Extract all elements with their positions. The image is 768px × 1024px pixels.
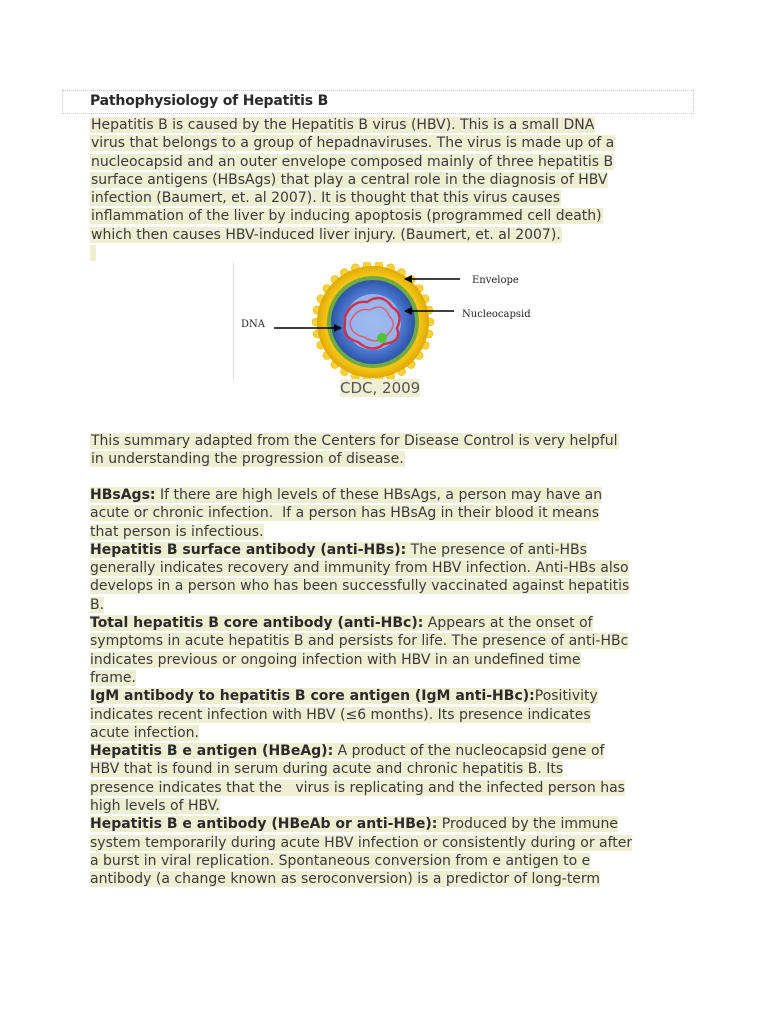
- definition-text: Appears at the onset of: [423, 615, 593, 632]
- definition-term: IgM antibody to hepatitis B core antigen (IgM anti-HBc):: [90, 688, 535, 705]
- definition-highlight: [90, 871, 600, 887]
- summary-line: in understanding the progression of disease.: [91, 451, 404, 468]
- definition-highlight: [90, 597, 104, 613]
- definition-highlight: [90, 816, 618, 832]
- definition-term: HBsAgs:: [90, 487, 156, 503]
- definition-highlight: [90, 505, 599, 521]
- definition-line: [90, 742, 690, 760]
- definition-line: [90, 632, 690, 650]
- definition-line: [90, 523, 690, 541]
- definition-highlight: [90, 487, 602, 503]
- definitions-list: [90, 486, 690, 889]
- definition-line: [90, 559, 690, 577]
- definition-text: Produced by the immune: [437, 816, 618, 833]
- definition-highlight: [90, 853, 590, 869]
- label-dna: DNA: [241, 319, 265, 330]
- definition-line: [90, 852, 690, 870]
- definition-line: [90, 541, 690, 559]
- definition-line: [90, 834, 690, 852]
- intro-paragraph: [90, 116, 690, 244]
- definition-text: presence indicates that the virus is replicating and the infected person has: [90, 779, 625, 796]
- definition-text: that person is infectious.: [90, 523, 264, 540]
- definition-highlight: [90, 688, 598, 704]
- definition-text: indicates previous or ongoing infection with HBV in an undefined time: [90, 651, 581, 668]
- definition-line: [90, 687, 690, 705]
- intro-line: inflammation of the liver by inducing apoptosis (programmed cell death): [91, 208, 602, 225]
- definition-text: develops in a person who has been successfully vaccinated against hepatitis: [90, 578, 630, 595]
- definition-text: A product of the nucleocapsid gene of: [333, 743, 605, 760]
- definition-line: [90, 706, 690, 724]
- definition-line: [90, 760, 690, 778]
- intro-line: which then causes HBV-induced liver injury. (Baumert, et. al 2007).: [91, 226, 561, 243]
- definition-highlight: [90, 560, 629, 576]
- definition-line: [90, 669, 690, 687]
- definition-text: antibody (a change known as seroconversion) is a predictor of long-term: [90, 871, 601, 888]
- definition-text: frame.: [90, 669, 136, 686]
- definition-line: [90, 815, 690, 833]
- figure-caption: CDC, 2009: [340, 379, 421, 397]
- label-nucleocapsid: Nucleocapsid: [462, 309, 531, 320]
- definition-highlight: [90, 633, 628, 649]
- polymerase-dot: [377, 333, 387, 343]
- definition-text: generally indicates recovery and immunity from HBV infection. Anti-HBs also: [90, 560, 629, 577]
- definition-term: Total hepatitis B core antibody (anti-HBc):: [90, 615, 424, 632]
- definition-highlight: [90, 652, 581, 668]
- summary-paragraph: [90, 432, 690, 469]
- definition-term: Hepatitis B surface antibody (anti-HBs):: [90, 541, 407, 558]
- definition-text: acute or chronic infection. If a person has HBsAg in their blood it means: [90, 505, 600, 522]
- definition-line: [90, 596, 690, 614]
- definition-line: [90, 504, 690, 522]
- definition-highlight: [90, 670, 136, 686]
- definition-text: a burst in viral replication. Spontaneous conversion from e antigen to e: [90, 852, 591, 869]
- intro-line: virus that belongs to a group of hepadnaviruses. The virus is made up of a: [91, 135, 615, 152]
- definition-text: B.: [90, 596, 105, 613]
- definition-line: [90, 779, 690, 797]
- definition-line: [90, 870, 690, 888]
- page-title: Pathophysiology of Hepatitis B: [90, 93, 329, 109]
- definition-highlight: [90, 524, 264, 540]
- intro-line: nucleocapsid and an outer envelope composed mainly of three hepatitis B: [91, 153, 614, 170]
- highlight-mark: [90, 245, 96, 261]
- intro-line: Hepatitis B is caused by the Hepatitis B virus (HBV). This is a small DNA: [91, 117, 595, 133]
- intro-line: surface antigens (HBsAgs) that play a central role in the diagnosis of HBV: [91, 171, 608, 188]
- definition-line: [90, 724, 690, 742]
- definition-highlight: [90, 761, 563, 777]
- definition-line: [90, 486, 690, 504]
- definition-highlight: [90, 835, 632, 851]
- definition-highlight: [90, 743, 604, 759]
- definition-line: [90, 614, 690, 632]
- definition-text: indicates recent infection with HBV (≤6 months). Its presence indicates: [90, 706, 591, 723]
- label-envelope: Envelope: [472, 275, 519, 286]
- definition-highlight: [90, 780, 625, 796]
- definition-line: [90, 577, 690, 595]
- definition-term: Hepatitis B e antigen (HBeAg):: [90, 743, 334, 760]
- hbv-virus-diagram: [232, 262, 532, 382]
- definition-highlight: [90, 798, 220, 814]
- definition-text: high levels of HBV.: [90, 798, 220, 815]
- definition-text: symptoms in acute hepatitis B and persists for life. The presence of anti-HBc: [90, 633, 629, 650]
- definition-highlight: [90, 578, 629, 594]
- summary-line: This summary adapted from the Centers for Disease Control is very helpful: [91, 433, 618, 449]
- definition-highlight: [90, 725, 199, 741]
- definition-term: Hepatitis B e antibody (HBeAb or anti-HBe):: [90, 816, 438, 833]
- definition-text: Positivity: [534, 688, 598, 705]
- definition-text: acute infection.: [90, 724, 199, 741]
- definition-text: system temporarily during acute HBV infection or consistently during or after: [90, 834, 633, 851]
- definition-highlight: [90, 615, 593, 631]
- definition-line: [90, 797, 690, 815]
- definition-text: If there are high levels of these HBsAgs, a person may have an: [155, 487, 603, 503]
- definition-line: [90, 651, 690, 669]
- definition-text: The presence of anti-HBs: [406, 541, 587, 558]
- definition-highlight: [90, 542, 587, 558]
- definition-highlight: [90, 707, 591, 723]
- definition-text: HBV that is found in serum during acute and chronic hepatitis B. Its: [90, 761, 564, 778]
- intro-line: infection (Baumert, et. al 2007). It is thought that this virus causes: [91, 190, 561, 207]
